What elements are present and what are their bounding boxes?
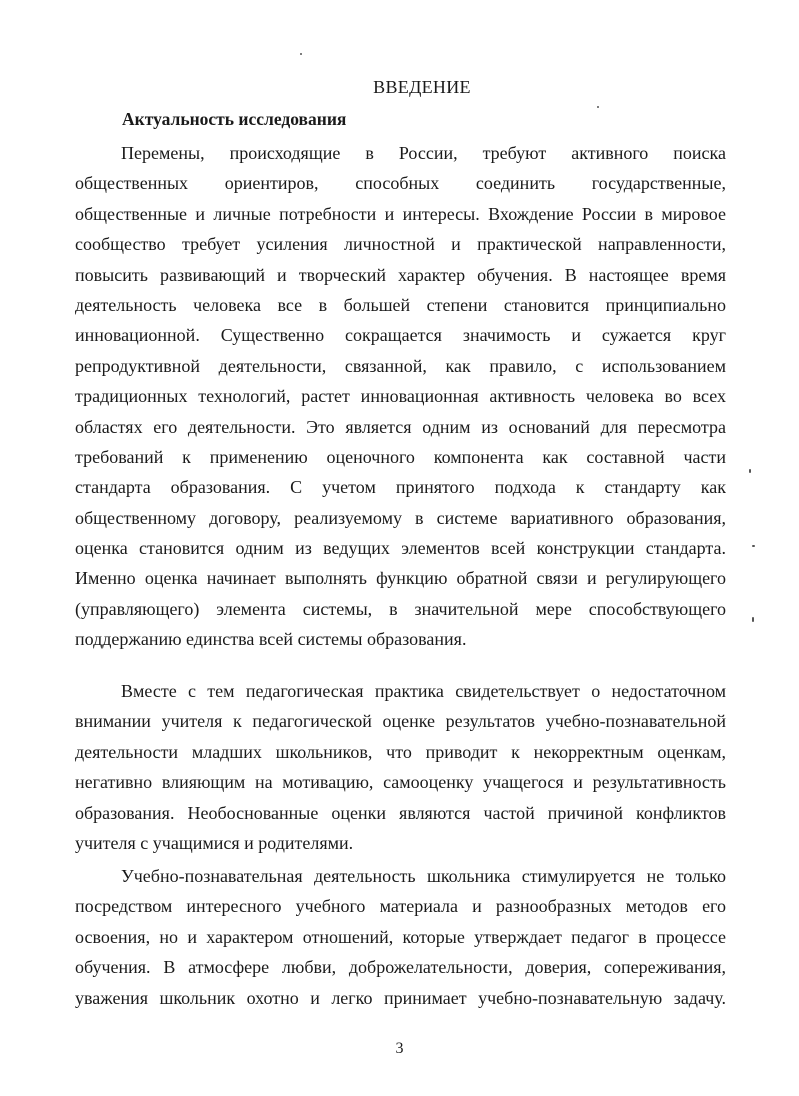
text-line: Перемены, происходящие в России, требуют активного поиска: [121, 143, 726, 163]
scan-speck: [752, 617, 754, 622]
scan-speck: [300, 53, 302, 55]
text-line: оценка становится одним из ведущих элементов всей конструкции стандарта.: [75, 538, 726, 559]
scan-speck: [752, 545, 755, 547]
text-line: общественному договору, реализуемому в системе вариативного образования,: [75, 507, 726, 528]
text-line: образования. Необоснованные оценки являются частой причиной конфликтов: [75, 802, 726, 823]
text-line: освоения, но и характером отношений, которые утверждает педагог в процессе: [75, 926, 726, 947]
text-line: областях его деятельности. Это является одним из оснований для пересмотра: [75, 416, 726, 437]
text-line: общественные и личные потребности и интересы. Вхождение России в мировое: [75, 203, 726, 224]
text-line: Вместе с тем педагогическая практика свидетельствует о недостаточном: [121, 681, 726, 701]
text-line: поддержанию единства всей системы образования.: [75, 629, 467, 650]
text-line: репродуктивной деятельности, связанной, как правило, с использованием: [75, 355, 726, 376]
text-line: стандарта образования. С учетом принятого подхода к стандарту как: [75, 477, 726, 498]
scan-speck: [597, 106, 599, 108]
document-title: ВВЕДЕНИЕ: [373, 77, 471, 97]
text-line: обучения. В атмосфере любви, доброжелательности, доверия, сопереживания,: [75, 957, 726, 978]
text-line: требований к применению оценочного компонента как составной части: [75, 446, 726, 467]
text-line: инновационной. Существенно сокращается значимость и сужается круг: [75, 325, 726, 346]
text-line: повысить развивающий и творческий характер обучения. В настоящее время: [75, 264, 726, 285]
text-line: негативно влияющим на мотивацию, самооценку учащегося и результативность: [75, 772, 726, 793]
section-heading: Актуальность исследования: [122, 109, 347, 129]
text-line: уважения школьник охотно и легко принимает учебно-познавательную задачу.: [75, 987, 726, 1008]
text-line: деятельности младших школьников, что приводит к некорректным оценкам,: [75, 741, 726, 762]
text-line: Именно оценка начинает выполнять функцию обратной связи и регулирующего: [75, 568, 726, 589]
text-line: Учебно-познавательная деятельность школьника стимулируется не только: [121, 866, 726, 886]
text-line: внимании учителя к педагогической оценке результатов учебно-познавательной: [75, 711, 726, 732]
paragraph-3: [75, 861, 726, 1013]
text-line: общественных ориентиров, способных соединить государственные,: [75, 173, 726, 194]
scan-speck: [749, 469, 751, 473]
text-line: посредством интересного учебного материала и разнообразных методов его: [75, 896, 726, 917]
text-line: деятельность человека все в большей степени становится принципиально: [75, 294, 726, 315]
page-number: 3: [395, 1040, 404, 1057]
paragraph-1: [75, 138, 726, 655]
text-line: традиционных технологий, растет инновационная активность человека во всех: [75, 386, 726, 407]
text-line: (управляющего) элемента системы, в значительной мере способствующего: [75, 598, 726, 619]
text-line: сообщество требует усиления личностной и практической направленности,: [75, 234, 726, 255]
text-line: учителя с учащимися и родителями.: [75, 832, 354, 853]
paragraph-2: [75, 676, 726, 858]
